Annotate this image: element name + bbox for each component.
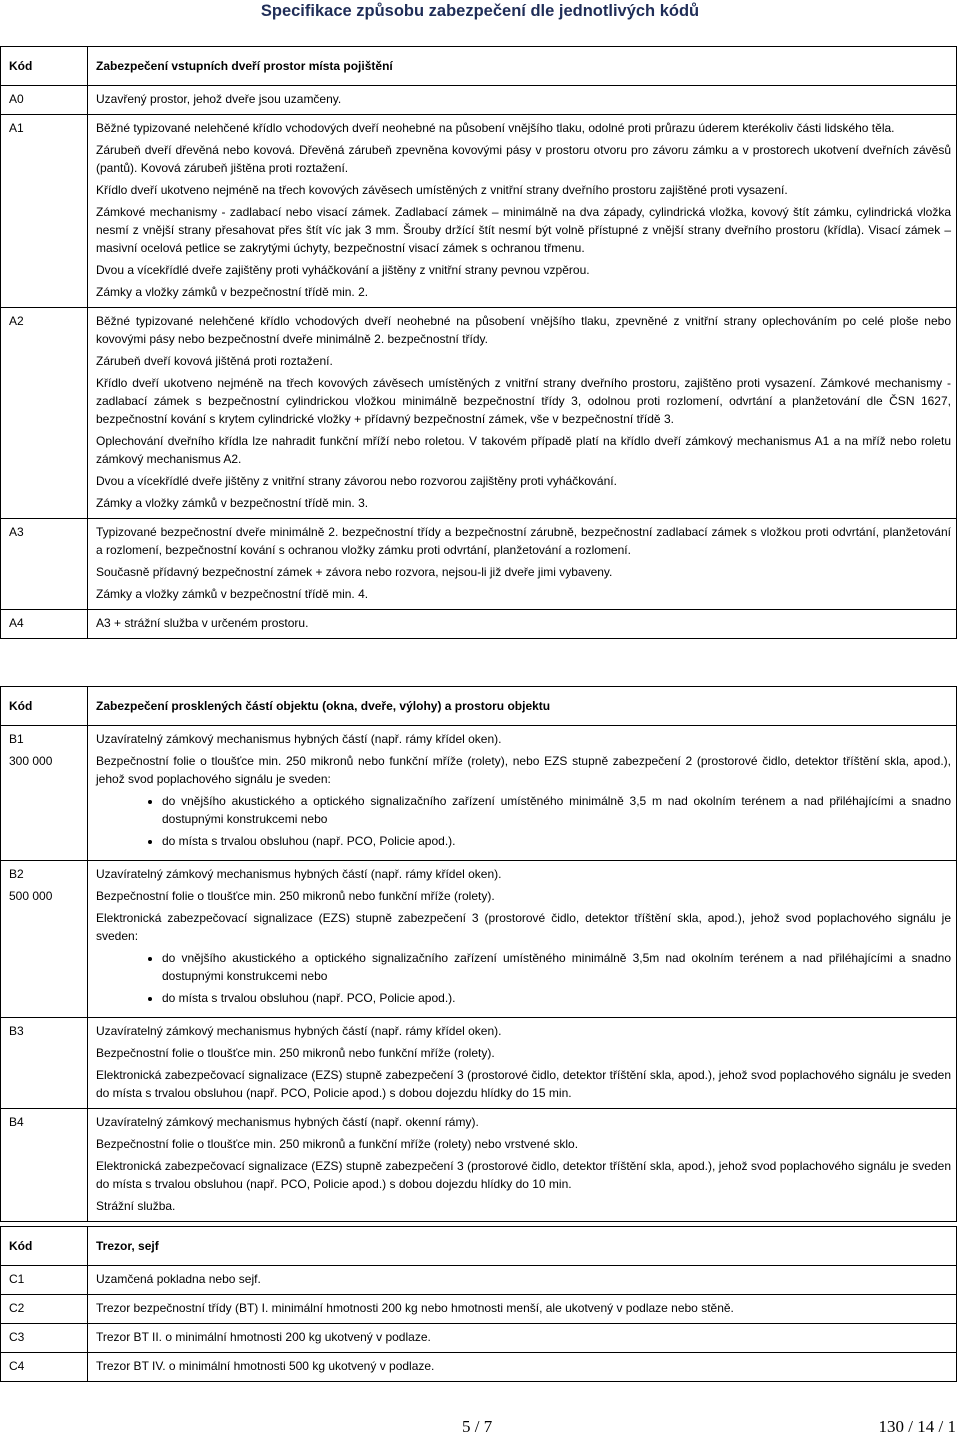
row-description: Trezor BT IV. o minimální hmotnosti 500 kg ukotvený v podlaze. [88,1353,957,1382]
header-code: Kód [1,687,88,726]
row-code: A3 [1,519,88,610]
paragraph: Zámky a vložky zámků v bezpečnostní třídě min. 4. [96,587,369,601]
table-row [1,726,957,861]
header-title: Zabezpečení vstupních dveří prostor místa pojištění [88,47,957,86]
document-code: 130 / 14 / 1 [878,1417,956,1436]
row-code: C3 [1,1324,88,1353]
row-description [88,519,957,610]
row-code: C2 [1,1295,88,1324]
row-description [88,861,957,1018]
code-label: B2 [9,867,24,881]
table-entrance-doors [0,46,957,639]
paragraph: Dvou a vícekřídlé dveře zajištěny proti vyháčkování a jištěny z vnitřní strany pevnou vzpěrou. [96,263,590,277]
table-row [1,861,957,1018]
list-item: • do vnějšího akustického a optického signalizačního zařízení umístěného minimálně 3,5m nad okolním terénem a nad přiléhajícími a snadno dostupnými konstrukcemi nebo [162,949,951,985]
header-title: Zabezpečení prosklených částí objektu (okna, dveře, výlohy) a prostoru objektu [88,687,957,726]
paragraph: Běžné typizované nelehčené křídlo vchodových dveří neohebné na působení vnějšího tlaku, zpevněné z vnitřní strany oplechováním po celé ploše nebo kovovými pásy nebo bezpečnostní dveře minimálně 2. bezpečnostní třídy. [96,314,951,346]
table-row [1,610,957,639]
row-description [88,308,957,519]
table-row [1,1018,957,1109]
row-code: B3 [1,1018,88,1109]
paragraph: Elektronická zabezpečovací signalizace (EZS) stupně zabezpečení 3 (prostorové čidlo, detektor tříštění skla, apod.), jehož svod poplachového signálu je sveden do místa s trvalou obsluhou (např. PCO, Policie apod.) s dobou dojezdu hlídky do 15 min. [96,1068,951,1100]
header-code: Kód [1,47,88,86]
row-description: Uzamčená pokladna nebo sejf. [88,1266,957,1295]
paragraph: Křídlo dveří ukotveno nejméně na třech kovových závěsech umístěných z vnitřní strany dveřního prostoru zajištěné proti vysazení. [96,183,788,197]
paragraph: Bezpečnostní folie o tloušťce min. 250 mikronů a funkční mříže (rolety) nebo vrstvené sklo. [96,1137,579,1151]
header-code: Kód [1,1227,88,1266]
paragraph: Uzavřený prostor, jehož dveře jsou uzamčeny. [96,92,342,106]
paragraph: Typizované bezpečnostní dveře minimálně 2. bezpečnostní třídy a bezpečnostní zárubně, bezpečnostní zadlabací zámek s vložkou proti odvrtání, planžetování a rozlomení, bezpečnostní kování s ochranou vložky zámku proti odvrtání, planžetování a rozlomení. [96,525,951,557]
table-header-row [1,1227,957,1266]
paragraph: Uzavíratelný zámkový mechanismus hybných částí (např. rámy křídel oken). [96,867,502,881]
table-row [1,1295,957,1324]
row-description [88,1109,957,1222]
paragraph: Uzavíratelný zámkový mechanismus hybných částí (např. rámy křídel oken). [96,1024,502,1038]
table-row [1,308,957,519]
paragraph: Běžné typizované nelehčené křídlo vchodových dveří neohebné na působení vnějšího tlaku, odolné proti průrazu úderem kterékoliv části lidského těla. [96,121,895,135]
paragraph: Zárubeň dveří dřevěná nebo kovová. Dřevěná zárubeň zpevněna kovovými pásy v prostoru otvoru pro závoru zámku a v prostorech ukotvení dveřních závěsů (pantů). Kovová zárubeň jištěna proti roztažení. [96,143,951,175]
insured-amount: 300 000 [9,754,53,768]
row-description [88,610,957,639]
insured-amount: 500 000 [9,889,53,903]
list-item: • do vnějšího akustického a optického signalizačního zařízení umístěného minimálně 3,5 m nad okolním terénem a nad přiléhajícími a snadno dostupnými konstrukcemi nebo [162,792,951,828]
paragraph: Elektronická zabezpečovací signalizace (EZS) stupně zabezpečení 3 (prostorové čidlo, detektor tříštění skla, apod.), jehož svod poplachového signálu je sveden: [96,911,951,943]
table-row [1,1109,957,1222]
list-item: • do místa s trvalou obsluhou (např. PCO, Policie apod.). [162,832,951,850]
page-number: 5 / 7 [462,1417,493,1436]
paragraph: Uzavíratelný zámkový mechanismus hybných částí (např. okenní rámy). [96,1115,479,1129]
row-code: A4 [1,610,88,639]
list-item: • do místa s trvalou obsluhou (např. PCO, Policie apod.). [162,989,951,1007]
paragraph: Zámky a vložky zámků v bezpečnostní třídě min. 3. [96,496,369,510]
row-description [88,86,957,115]
paragraph: Křídlo dveří ukotveno nejméně na třech kovových závěsech umístěných z vnitřní strany dveřního prostoru, zajištěno proti vysazení. Zámkové mechanismy - zadlabací zámek s bezpečnostní cylindrickou vložkou minimálně bezpečnostní třídy 3, odolnou proti rozlomení, odvrtání a planžetování dle ČSN 1627, bezpečnostní kování s krytem cylindrické vložky + přídavný bezpečnostní zámek, vše v bezpečnostní třídě 3. [96,376,951,426]
row-description: Trezor bezpečnostní třídy (BT) I. minimální hmotnosti 200 kg nebo hmotnosti menší, ale ukotvený v podlaze nebo stěně. [88,1295,957,1324]
row-code: A2 [1,308,88,519]
table-row [1,86,957,115]
table-row [1,1353,957,1382]
table-glazed-parts [0,686,957,1222]
row-code [1,861,88,1018]
paragraph: Bezpečnostní folie o tloušťce min. 250 mikronů nebo funkční mříže (rolety). [96,1046,495,1060]
bullet-list [96,949,951,1007]
table-row [1,115,957,308]
paragraph: Zámky a vložky zámků v bezpečnostní třídě min. 2. [96,285,369,299]
paragraph: Uzavíratelný zámkový mechanismus hybných částí (např. rámy křídel oken). [96,732,502,746]
table-header-row [1,687,957,726]
paragraph: Zárubeň dveří kovová jištěná proti roztažení. [96,354,333,368]
paragraph: Bezpečnostní folie o tloušťce min. 250 mikronů nebo funkční mříže (rolety), nebo EZS stupně zabezpečení 2 (prostorové čidlo, detektor tříštění skla, apod.), jehož svod poplachového signálu je sveden: [96,754,951,786]
table-row [1,519,957,610]
bullet-list [96,792,951,850]
header-title: Trezor, sejf [88,1227,957,1266]
row-description: Trezor BT II. o minimální hmotnosti 200 kg ukotvený v podlaze. [88,1324,957,1353]
paragraph: Strážní služba. [96,1199,176,1213]
paragraph: Elektronická zabezpečovací signalizace (EZS) stupně zabezpečení 3 (prostorové čidlo, detektor tříštění skla, apod.), jehož svod poplachového signálu je sveden do místa s trvalou obsluhou (např. PCO, Policie apod.) s dobou dojezdu hlídky do 10 min. [96,1159,951,1191]
row-code: C4 [1,1353,88,1382]
table-header-row [1,47,957,86]
row-code [1,726,88,861]
paragraph: Zámkové mechanismy - zadlabací nebo visací zámek. Zadlabací zámek – minimálně na dva západy, cylindrická vložka, kovový štít zámku, cylindrická vložka nesmí z vnější strany přesahovat přes štít víc jak 3 mm. Šrouby držící štít nesmí být volně přístupné z vnější strany dveřního prostoru (křídla). Visací zámek – masivní ocelová petlice se zakrytými úchyty, bezpečnostní visací zámek s ochranou třmenu. [96,205,951,255]
table-row [1,1324,957,1353]
row-description [88,1018,957,1109]
table-row [1,1266,957,1295]
row-code: A1 [1,115,88,308]
table-safes [0,1226,957,1382]
row-description [88,726,957,861]
code-label: B1 [9,732,24,746]
paragraph: Bezpečnostní folie o tloušťce min. 250 mikronů nebo funkční mříže (rolety). [96,889,495,903]
row-description [88,115,957,308]
paragraph: Současně přídavný bezpečnostní zámek + závora nebo rozvora, nejsou-li již dveře jimi vybaveny. [96,565,613,579]
row-code: C1 [1,1266,88,1295]
paragraph: Oplechování dveřního křídla lze nahradit funkční mříží nebo roletou. V takovém případě platí na křídlo dveří zámkový mechanismus A1 a na mříž nebo roletu zámkový mechanismus A2. [96,434,951,466]
paragraph: A3 + strážní služba v určeném prostoru. [96,616,309,630]
row-code: A0 [1,86,88,115]
row-code: B4 [1,1109,88,1222]
page-title: Specifikace způsobu zabezpečení dle jednotlivých kódů [260,2,700,20]
paragraph: Dvou a vícekřídlé dveře jištěny z vnitřní strany závorou nebo rozvorou zajištěny proti vyháčkování. [96,474,617,488]
